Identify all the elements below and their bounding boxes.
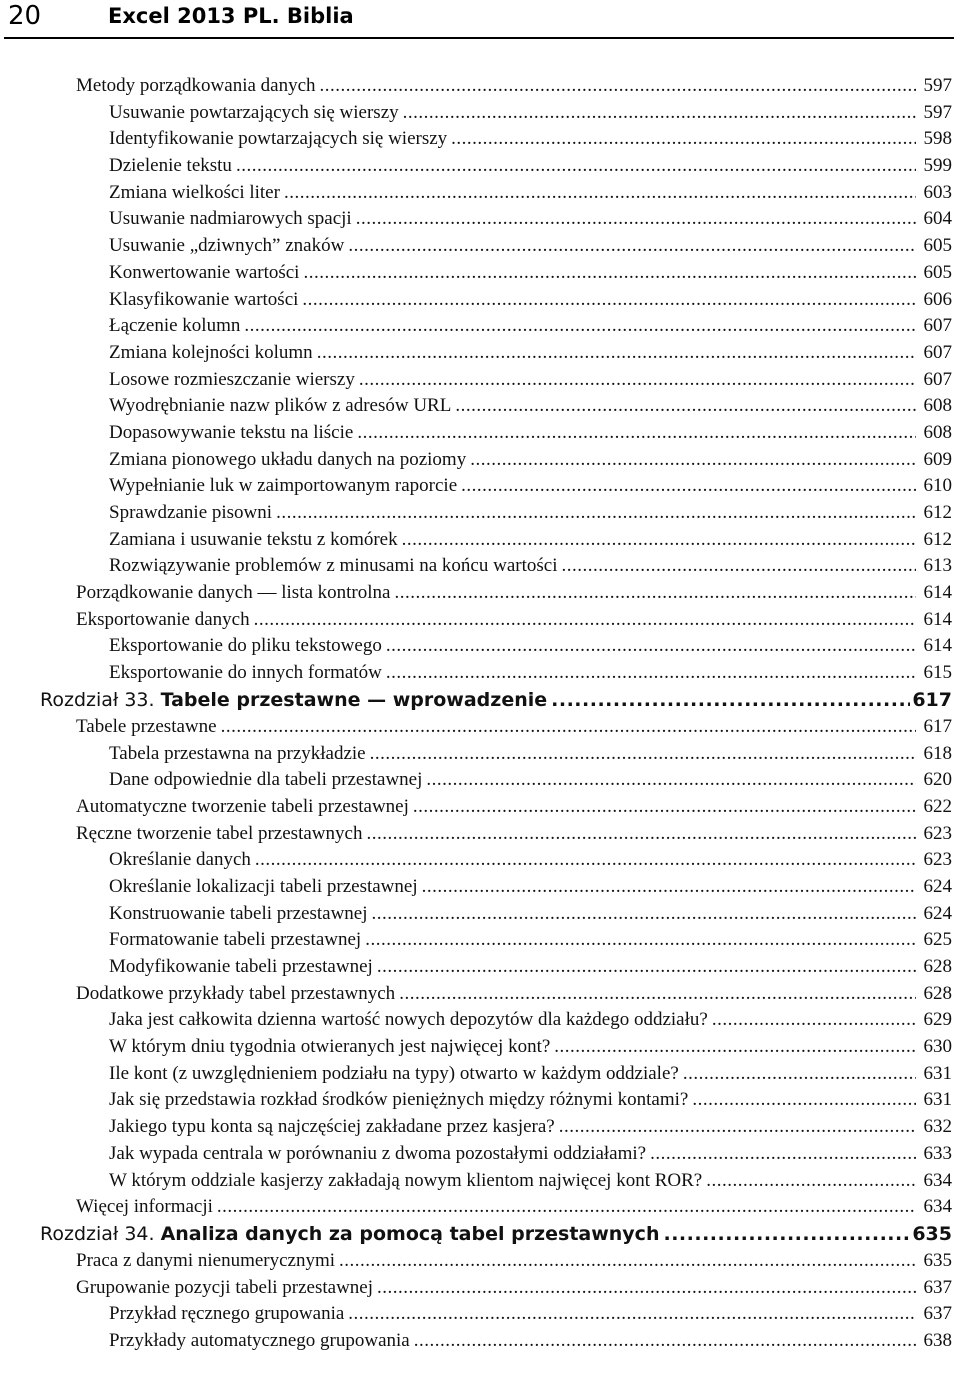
toc-page-number: 598	[923, 128, 952, 150]
table-of-contents	[0, 73, 960, 1355]
chapter-title: Tabele przestawne — wprowadzenie	[160, 688, 548, 711]
toc-entry	[0, 660, 960, 687]
dot-leader	[559, 1114, 916, 1141]
toc-page-number: 631	[923, 1062, 952, 1084]
dot-leader	[377, 1275, 916, 1302]
toc-entry-title: Losowe rozmieszczanie wierszy	[109, 368, 355, 390]
toc-page-number: 607	[923, 368, 952, 390]
toc-entry	[0, 927, 960, 954]
toc-entry	[0, 1061, 960, 1088]
toc-entry	[0, 874, 960, 901]
dot-leader	[365, 927, 916, 954]
dot-leader	[359, 367, 916, 394]
toc-page-number: 597	[923, 101, 952, 123]
toc-entry	[0, 1168, 960, 1195]
toc-entry-title: Jaka jest całkowita dzienna wartość nowych depozytów dla każdego oddziału?	[109, 1009, 708, 1031]
toc-entry-title: Dopasowywanie tekstu na liście	[109, 421, 354, 443]
dot-leader	[221, 714, 916, 741]
toc-entry	[0, 100, 960, 127]
toc-entry	[0, 206, 960, 233]
dot-leader	[403, 100, 916, 127]
toc-page-number: 628	[923, 982, 952, 1004]
toc-entry-title: Wypełnianie luk w zaimportowanym raporcie	[109, 475, 458, 497]
toc-entry-title: Jak się przedstawia rozkład środków pieniężnych między różnymi kontami?	[109, 1089, 689, 1111]
toc-entry	[0, 580, 960, 607]
dot-leader	[372, 901, 916, 928]
dot-leader	[413, 794, 916, 821]
toc-entry	[0, 714, 960, 741]
toc-page-number: 613	[923, 555, 952, 577]
toc-entry-title: Dane odpowiednie dla tabeli przestawnej	[109, 769, 423, 791]
dot-leader	[551, 687, 910, 714]
toc-entry	[0, 180, 960, 207]
toc-entry	[0, 1275, 960, 1302]
toc-entry	[0, 794, 960, 821]
toc-page-number: 631	[923, 1089, 952, 1111]
toc-entry-title: Łączenie kolumn	[109, 315, 241, 337]
toc-page-number: 633	[923, 1142, 952, 1164]
toc-entry	[0, 527, 960, 554]
page-number: 20	[8, 1, 42, 31]
dot-leader	[451, 126, 916, 153]
toc-page-number: 614	[923, 635, 952, 657]
toc-entry	[0, 393, 960, 420]
dot-leader	[402, 527, 916, 554]
toc-entry-title: Eksportowanie danych	[76, 608, 250, 630]
dot-leader	[317, 340, 916, 367]
toc-entry	[0, 287, 960, 314]
toc-entry-title: Klasyfikowanie wartości	[109, 288, 299, 310]
dot-leader	[414, 1328, 916, 1355]
dot-leader	[706, 1168, 916, 1195]
toc-page-number: 638	[923, 1329, 952, 1351]
toc-entry	[0, 367, 960, 394]
toc-page-number: 630	[923, 1036, 952, 1058]
toc-entry	[0, 1301, 960, 1328]
dot-leader	[254, 607, 916, 634]
dot-leader	[284, 180, 916, 207]
toc-chapter-heading	[0, 687, 960, 714]
toc-page-number: 617	[923, 715, 952, 737]
toc-page-number: 605	[923, 235, 952, 257]
toc-page-number: 632	[923, 1116, 952, 1138]
toc-entry	[0, 954, 960, 981]
toc-entry	[0, 633, 960, 660]
toc-entry-title: Przykłady automatycznego grupowania	[109, 1329, 410, 1351]
dot-leader	[455, 393, 916, 420]
toc-entry	[0, 126, 960, 153]
toc-entry-title: Określanie lokalizacji tabeli przestawnej	[109, 875, 418, 897]
dot-leader	[663, 1221, 910, 1248]
toc-page-number: 628	[923, 956, 952, 977]
dot-leader	[357, 420, 916, 447]
toc-page-number: 625	[923, 929, 952, 951]
toc-page-number: 614	[923, 582, 952, 604]
dot-leader	[302, 287, 916, 314]
toc-entry-title: Wyodrębnianie nazw plików z adresów URL	[109, 395, 452, 417]
chapter-title: Analiza danych za pomocą tabel przestawnych	[160, 1222, 660, 1245]
toc-page-number: 607	[923, 315, 952, 337]
toc-entry-title: Tabela przestawna na przykładzie	[109, 742, 366, 764]
toc-page-number: 623	[923, 822, 952, 844]
toc-entry	[0, 73, 960, 100]
toc-entry-title: Grupowanie pozycji tabeli przestawnej	[76, 1276, 374, 1298]
toc-entry	[0, 313, 960, 340]
toc-entry	[0, 741, 960, 768]
toc-page-number: 635	[912, 1222, 952, 1245]
toc-page-number: 612	[923, 528, 952, 550]
dot-leader	[692, 1087, 916, 1114]
toc-entry	[0, 447, 960, 474]
dot-leader	[320, 73, 916, 100]
toc-entry	[0, 767, 960, 794]
toc-entry-title: Zmiana kolejności kolumn	[109, 341, 313, 363]
toc-page-number: 637	[923, 1276, 952, 1298]
chapter-number: Rozdział 33.	[40, 688, 155, 711]
toc-page-number: 608	[923, 421, 952, 443]
chapter-number: Rozdział 34.	[40, 1222, 155, 1245]
toc-entry-title: Automatyczne tworzenie tabeli przestawnej	[76, 795, 409, 817]
toc-page-number: 622	[923, 795, 952, 817]
toc-entry	[0, 1248, 960, 1275]
toc-entry	[0, 1328, 960, 1355]
toc-page-number: 624	[923, 902, 952, 924]
toc-entry-title: Eksportowanie do pliku tekstowego	[109, 635, 382, 657]
toc-entry-title: Usuwanie powtarzających się wierszy	[109, 101, 399, 123]
toc-entry-title: Konwertowanie wartości	[109, 261, 300, 283]
toc-entry	[0, 1007, 960, 1034]
toc-entry-title: W którym dniu tygodnia otwieranych jest najwięcej kont?	[109, 1036, 551, 1058]
toc-page-number: 604	[923, 208, 952, 230]
dot-leader	[461, 473, 916, 500]
toc-page-number: 597	[923, 75, 952, 96]
toc-page-number: 608	[923, 395, 952, 417]
toc-entry-title: Zmiana pionowego układu danych na poziomy	[109, 448, 467, 470]
toc-page-number: 612	[923, 502, 952, 523]
toc-entry	[0, 340, 960, 367]
dot-leader	[348, 233, 916, 260]
toc-entry-title: Praca z danymi nienumerycznymi	[76, 1249, 336, 1271]
toc-entry	[0, 153, 960, 180]
toc-entry-title: Sprawdzanie pisowni	[109, 502, 273, 523]
dot-leader	[470, 447, 916, 474]
toc-page-number: 609	[923, 448, 952, 470]
toc-entry-title: Metody porządkowania danych	[76, 75, 316, 96]
toc-page-number: 606	[923, 288, 952, 310]
toc-page-number: 603	[923, 181, 952, 203]
dot-leader	[303, 260, 916, 287]
dot-leader	[370, 741, 916, 768]
dot-leader	[422, 874, 916, 901]
toc-page-number: 605	[923, 261, 952, 283]
toc-entry-title: Dzielenie tekstu	[109, 155, 232, 177]
dot-leader	[650, 1141, 916, 1168]
toc-entry-title: Więcej informacji	[76, 1196, 213, 1218]
toc-entry-title: Konstruowanie tabeli przestawnej	[109, 902, 368, 924]
toc-entry-title: Zmiana wielkości liter	[109, 181, 280, 203]
dot-leader	[386, 660, 916, 687]
toc-entry-title: Jakiego typu konta są najczęściej zakładane przez kasjera?	[109, 1116, 555, 1138]
toc-entry-title: Usuwanie nadmiarowych spacji	[109, 208, 352, 230]
dot-leader	[217, 1194, 916, 1221]
dot-leader	[339, 1248, 916, 1275]
dot-leader	[244, 313, 916, 340]
toc-page-number: 634	[923, 1169, 952, 1191]
toc-entry-title: Dodatkowe przykłady tabel przestawnych	[76, 982, 396, 1004]
toc-page-number: 614	[923, 608, 952, 630]
toc-entry	[0, 1114, 960, 1141]
dot-leader	[712, 1007, 916, 1034]
dot-leader	[348, 1301, 916, 1328]
dot-leader	[394, 580, 916, 607]
toc-entry-title: Usuwanie „dziwnych” znaków	[109, 235, 345, 257]
toc-entry-title: Modyfikowanie tabeli przestawnej	[109, 956, 373, 977]
toc-entry	[0, 847, 960, 874]
toc-entry	[0, 553, 960, 580]
toc-page-number: 637	[923, 1303, 952, 1325]
dot-leader	[426, 767, 916, 794]
dot-leader	[554, 1034, 916, 1061]
toc-page-number: 629	[923, 1009, 952, 1031]
toc-entry-title: Przykład ręcznego grupowania	[109, 1303, 345, 1325]
toc-page-number: 607	[923, 341, 952, 363]
dot-leader	[562, 553, 917, 580]
toc-page-number: 615	[923, 662, 952, 684]
toc-chapter-heading	[0, 1221, 960, 1248]
dot-leader	[377, 954, 916, 981]
toc-entry-title: Jak wypada centrala w porównaniu z dwoma pozostałymi oddziałami?	[109, 1142, 647, 1164]
dot-leader	[356, 206, 916, 233]
toc-entry-title: Eksportowanie do innych formatów	[109, 662, 382, 684]
toc-entry-title: Identyfikowanie powtarzających się wierszy	[109, 128, 448, 150]
toc-entry	[0, 607, 960, 634]
header-rule	[4, 37, 954, 39]
toc-entry	[0, 473, 960, 500]
toc-page-number: 617	[912, 688, 952, 711]
toc-entry-title: Zamiana i usuwanie tekstu z komórek	[109, 528, 398, 550]
toc-entry	[0, 901, 960, 928]
toc-entry	[0, 1087, 960, 1114]
toc-entry	[0, 981, 960, 1008]
toc-entry-title: Określanie danych	[109, 849, 251, 871]
dot-leader	[236, 153, 916, 180]
toc-entry	[0, 500, 960, 527]
book-title: Excel 2013 PL. Biblia	[108, 4, 354, 28]
toc-entry	[0, 260, 960, 287]
toc-entry-title: W którym oddziale kasjerzy zakładają nowym klientom najwięcej kont ROR?	[109, 1169, 703, 1191]
dot-leader	[255, 847, 916, 874]
toc-entry	[0, 1141, 960, 1168]
toc-entry-title: Ręczne tworzenie tabel przestawnych	[76, 822, 363, 844]
toc-page-number: 624	[923, 875, 952, 897]
dot-leader	[366, 821, 916, 848]
toc-entry-title: Tabele przestawne	[76, 715, 217, 737]
page-header	[0, 0, 960, 40]
toc-page-number: 635	[923, 1249, 952, 1271]
toc-entry-title: Ile kont (z uwzględnieniem podziału na typy) otwarto w każdym oddziale?	[109, 1062, 679, 1084]
dot-leader	[386, 633, 916, 660]
dot-leader	[276, 500, 916, 527]
toc-entry	[0, 420, 960, 447]
toc-page-number: 634	[923, 1196, 952, 1218]
toc-entry-title: Rozwiązywanie problemów z minusami na końcu wartości	[109, 555, 558, 577]
toc-page-number: 599	[923, 155, 952, 177]
toc-entry-title: Porządkowanie danych — lista kontrolna	[76, 582, 391, 604]
toc-entry	[0, 821, 960, 848]
toc-entry	[0, 1034, 960, 1061]
toc-entry	[0, 1194, 960, 1221]
toc-page-number: 618	[923, 742, 952, 764]
toc-entry	[0, 233, 960, 260]
toc-page-number: 610	[923, 475, 952, 497]
dot-leader	[399, 981, 916, 1008]
toc-page-number: 623	[923, 849, 952, 871]
toc-entry-title: Formatowanie tabeli przestawnej	[109, 929, 362, 951]
toc-page-number: 620	[923, 769, 952, 791]
dot-leader	[683, 1061, 916, 1088]
